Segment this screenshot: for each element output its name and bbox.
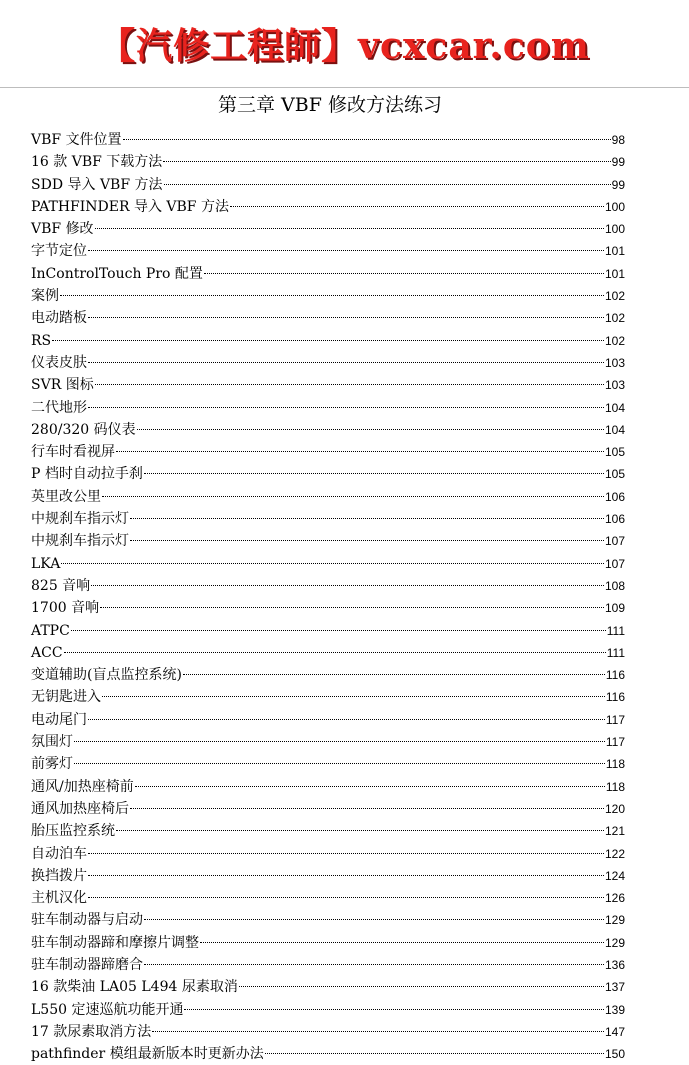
- toc-entry[interactable]: [31, 151, 625, 173]
- toc-entry-page-number: 139: [604, 1002, 625, 1017]
- toc-entry-page-number: 99: [611, 177, 625, 192]
- toc-entry-label: 通风加热座椅后: [31, 800, 129, 817]
- toc-entry-page-number: 118: [605, 757, 625, 772]
- toc-entry-page-number: 101: [604, 244, 625, 259]
- dot-leader: [144, 473, 604, 474]
- toc-entry-page-number: 102: [604, 333, 625, 348]
- toc-entry-page-number: 120: [604, 801, 625, 816]
- toc-entry-label: 16 款 VBF 下载方法: [31, 154, 163, 171]
- toc-entry[interactable]: [31, 798, 625, 820]
- dot-leader: [74, 741, 605, 742]
- toc-entry-label: 驻车制动器蹄和摩擦片调整: [31, 934, 199, 951]
- watermark-text: 【汽修工程師】vcxcar.com: [99, 24, 590, 67]
- dot-leader: [102, 496, 604, 497]
- toc-entry-label: 英里改公里: [31, 488, 101, 505]
- toc-entry-page-number: 107: [604, 556, 625, 571]
- toc-entry-page-number: 99: [611, 155, 625, 170]
- toc-entry-page-number: 117: [605, 712, 625, 727]
- toc-entry-page-number: 106: [604, 512, 625, 527]
- toc-entry-label: pathfinder 模组最新版本时更新办法: [31, 1046, 264, 1063]
- dot-leader: [64, 652, 606, 653]
- toc-entry-label: PATHFINDER 导入 VBF 方法: [31, 198, 229, 215]
- toc-entry[interactable]: [31, 508, 625, 530]
- toc-entry[interactable]: [31, 553, 625, 575]
- toc-entry-page-number: 121: [604, 824, 625, 839]
- toc-entry-label: 通风/加热座椅前: [31, 778, 134, 795]
- toc-entry[interactable]: [31, 441, 625, 463]
- toc-entry-page-number: 104: [604, 422, 625, 437]
- toc-entry-page-number: 116: [605, 668, 625, 683]
- table-of-contents: [31, 129, 625, 1065]
- toc-entry-page-number: 118: [605, 779, 625, 794]
- dot-leader: [88, 407, 604, 408]
- toc-entry-label: 电动踏板: [31, 310, 87, 327]
- dot-leader: [163, 161, 610, 162]
- dot-leader: [91, 585, 604, 586]
- toc-entry-page-number: 108: [604, 578, 625, 593]
- dot-leader: [265, 1053, 604, 1054]
- toc-entry[interactable]: [31, 397, 625, 419]
- toc-entry-page-number: 147: [604, 1024, 625, 1039]
- toc-entry[interactable]: [31, 686, 625, 708]
- toc-entry-label: 行车时看视屏: [31, 444, 115, 461]
- dot-leader: [164, 184, 611, 185]
- dot-leader: [88, 250, 604, 251]
- toc-entry[interactable]: [31, 865, 625, 887]
- toc-entry-page-number: 103: [604, 355, 625, 370]
- dot-leader: [116, 451, 604, 452]
- header-divider: [0, 87, 689, 88]
- toc-entry[interactable]: [31, 307, 625, 329]
- toc-entry-label: LKA: [31, 555, 61, 572]
- dot-leader: [130, 540, 604, 541]
- toc-entry-page-number: 116: [605, 690, 625, 705]
- toc-entry-label: 无钥匙进入: [31, 689, 101, 706]
- toc-entry[interactable]: [31, 1043, 625, 1065]
- toc-entry-label: 16 款柴油 LA05 L494 尿素取消: [31, 979, 238, 996]
- toc-entry[interactable]: [31, 887, 625, 909]
- toc-entry[interactable]: [31, 129, 625, 151]
- toc-entry-label: 换挡拨片: [31, 867, 87, 884]
- toc-entry-label: InControlTouch Pro 配置: [31, 265, 203, 282]
- toc-entry-page-number: 129: [604, 913, 625, 928]
- toc-entry-page-number: 103: [604, 378, 625, 393]
- toc-entry-label: 字节定位: [31, 243, 87, 260]
- toc-entry[interactable]: [31, 1021, 625, 1043]
- toc-entry-page-number: 129: [604, 935, 625, 950]
- toc-entry[interactable]: [31, 530, 625, 552]
- toc-entry-label: RS: [31, 332, 52, 349]
- toc-entry-label: ATPC: [31, 622, 70, 639]
- toc-entry-label: P 档时自动拉手刹: [31, 466, 143, 483]
- toc-entry[interactable]: [31, 909, 625, 931]
- dot-leader: [130, 518, 604, 519]
- toc-entry[interactable]: [31, 664, 625, 686]
- toc-entry-page-number: 111: [606, 623, 625, 638]
- dot-leader: [95, 384, 604, 385]
- toc-entry-label: 氛围灯: [31, 734, 73, 751]
- toc-entry[interactable]: [31, 843, 625, 865]
- toc-entry-label: SVR 图标: [31, 377, 94, 394]
- toc-entry[interactable]: [31, 196, 625, 218]
- toc-entry-page-number: 126: [604, 891, 625, 906]
- dot-leader: [144, 919, 604, 920]
- toc-entry-page-number: 150: [604, 1047, 625, 1062]
- dot-leader: [61, 563, 604, 564]
- toc-entry[interactable]: [31, 174, 625, 196]
- toc-entry[interactable]: [31, 642, 625, 664]
- dot-leader: [116, 830, 604, 831]
- toc-entry-page-number: 111: [606, 645, 625, 660]
- toc-entry-label: 中规刹车指示灯: [31, 511, 129, 528]
- toc-entry[interactable]: [31, 776, 625, 798]
- toc-entry-label: VBF 文件位置: [31, 132, 122, 148]
- dot-leader: [102, 696, 605, 697]
- dot-leader: [74, 763, 605, 764]
- toc-entry[interactable]: [31, 620, 625, 642]
- toc-entry[interactable]: [31, 263, 625, 285]
- toc-entry-label: 前雾灯: [31, 756, 73, 773]
- toc-entry[interactable]: [31, 486, 625, 508]
- toc-entry-label: 825 音响: [31, 577, 91, 594]
- dot-leader: [88, 853, 604, 854]
- chapter-title: 第三章 VBF 修改方法练习: [218, 94, 442, 116]
- toc-entry[interactable]: [31, 731, 625, 753]
- dot-leader: [184, 1009, 604, 1010]
- toc-entry-page-number: 107: [604, 534, 625, 549]
- toc-entry-label: 案例: [31, 288, 59, 305]
- dot-leader: [88, 317, 604, 318]
- toc-entry[interactable]: [31, 709, 625, 731]
- toc-entry-label: VBF 修改: [31, 221, 94, 238]
- dot-leader: [130, 808, 604, 809]
- toc-entry[interactable]: [31, 285, 625, 307]
- dot-leader: [88, 719, 605, 720]
- toc-entry[interactable]: [31, 330, 625, 352]
- toc-entry-page-number: 117: [605, 735, 625, 750]
- dot-leader: [88, 875, 604, 876]
- dot-leader: [239, 986, 604, 987]
- dot-leader: [123, 139, 611, 140]
- toc-entry[interactable]: [31, 753, 625, 775]
- toc-entry-label: 胎压监控系统: [31, 823, 115, 840]
- dot-leader: [52, 340, 604, 341]
- dot-leader: [60, 295, 604, 296]
- toc-entry-label: 电动尾门: [31, 711, 87, 728]
- toc-entry-page-number: 124: [604, 868, 625, 883]
- toc-entry[interactable]: [31, 218, 625, 240]
- toc-entry-page-number: 106: [604, 489, 625, 504]
- toc-entry-label: ACC: [31, 644, 63, 661]
- toc-entry[interactable]: [31, 419, 625, 441]
- toc-entry-page-number: 137: [604, 980, 625, 995]
- toc-entry-page-number: 102: [604, 289, 625, 304]
- toc-entry-page-number: 100: [604, 199, 625, 214]
- toc-entry-page-number: 100: [604, 222, 625, 237]
- dot-leader: [100, 607, 604, 608]
- toc-entry-page-number: 102: [604, 311, 625, 326]
- toc-entry[interactable]: [31, 976, 625, 998]
- toc-entry-label: 17 款尿素取消方法: [31, 1023, 152, 1040]
- toc-entry[interactable]: [31, 932, 625, 954]
- dot-leader: [88, 362, 604, 363]
- watermark-banner: [0, 0, 689, 86]
- toc-entry-page-number: 98: [611, 133, 625, 147]
- dot-leader: [152, 1031, 604, 1032]
- dot-leader: [95, 228, 604, 229]
- toc-entry-label: 仪表皮肤: [31, 354, 87, 371]
- dot-leader: [144, 964, 604, 965]
- toc-entry[interactable]: [31, 999, 625, 1021]
- toc-entry-label: 驻车制动器蹄磨合: [31, 956, 143, 973]
- toc-entry[interactable]: [31, 352, 625, 374]
- toc-entry[interactable]: [31, 240, 625, 262]
- toc-entry-page-number: 122: [604, 846, 625, 861]
- toc-entry-label: L550 定速巡航功能开通: [31, 1001, 184, 1018]
- toc-entry-page-number: 104: [604, 400, 625, 415]
- toc-entry[interactable]: [31, 374, 625, 396]
- toc-entry-label: 主机汉化: [31, 890, 87, 907]
- dot-leader: [71, 630, 606, 631]
- toc-entry-label: 二代地形: [31, 399, 87, 416]
- dot-leader: [88, 897, 604, 898]
- dot-leader: [204, 273, 604, 274]
- dot-leader: [200, 942, 604, 943]
- dot-leader: [135, 786, 605, 787]
- dot-leader: [183, 674, 605, 675]
- toc-entry[interactable]: [31, 597, 625, 619]
- toc-entry-label: 1700 音响: [31, 600, 100, 617]
- toc-entry-label: 280/320 码仪表: [31, 421, 136, 438]
- toc-entry-page-number: 101: [604, 266, 625, 281]
- toc-entry-label: 驻车制动器与启动: [31, 912, 143, 929]
- dot-leader: [137, 429, 604, 430]
- toc-entry-page-number: 105: [604, 445, 625, 460]
- toc-entry[interactable]: [31, 954, 625, 976]
- toc-entry-page-number: 109: [604, 601, 625, 616]
- toc-entry[interactable]: [31, 463, 625, 485]
- toc-entry[interactable]: [31, 575, 625, 597]
- toc-entry-label: 中规刹车指示灯: [31, 533, 129, 550]
- toc-entry[interactable]: [31, 820, 625, 842]
- toc-entry-page-number: 136: [604, 957, 625, 972]
- toc-entry-label: SDD 导入 VBF 方法: [31, 176, 163, 193]
- toc-entry-page-number: 105: [604, 467, 625, 482]
- toc-entry-label: 自动泊车: [31, 845, 87, 862]
- dot-leader: [230, 206, 604, 207]
- toc-entry-label: 变道辅助(盲点监控系统): [31, 667, 182, 684]
